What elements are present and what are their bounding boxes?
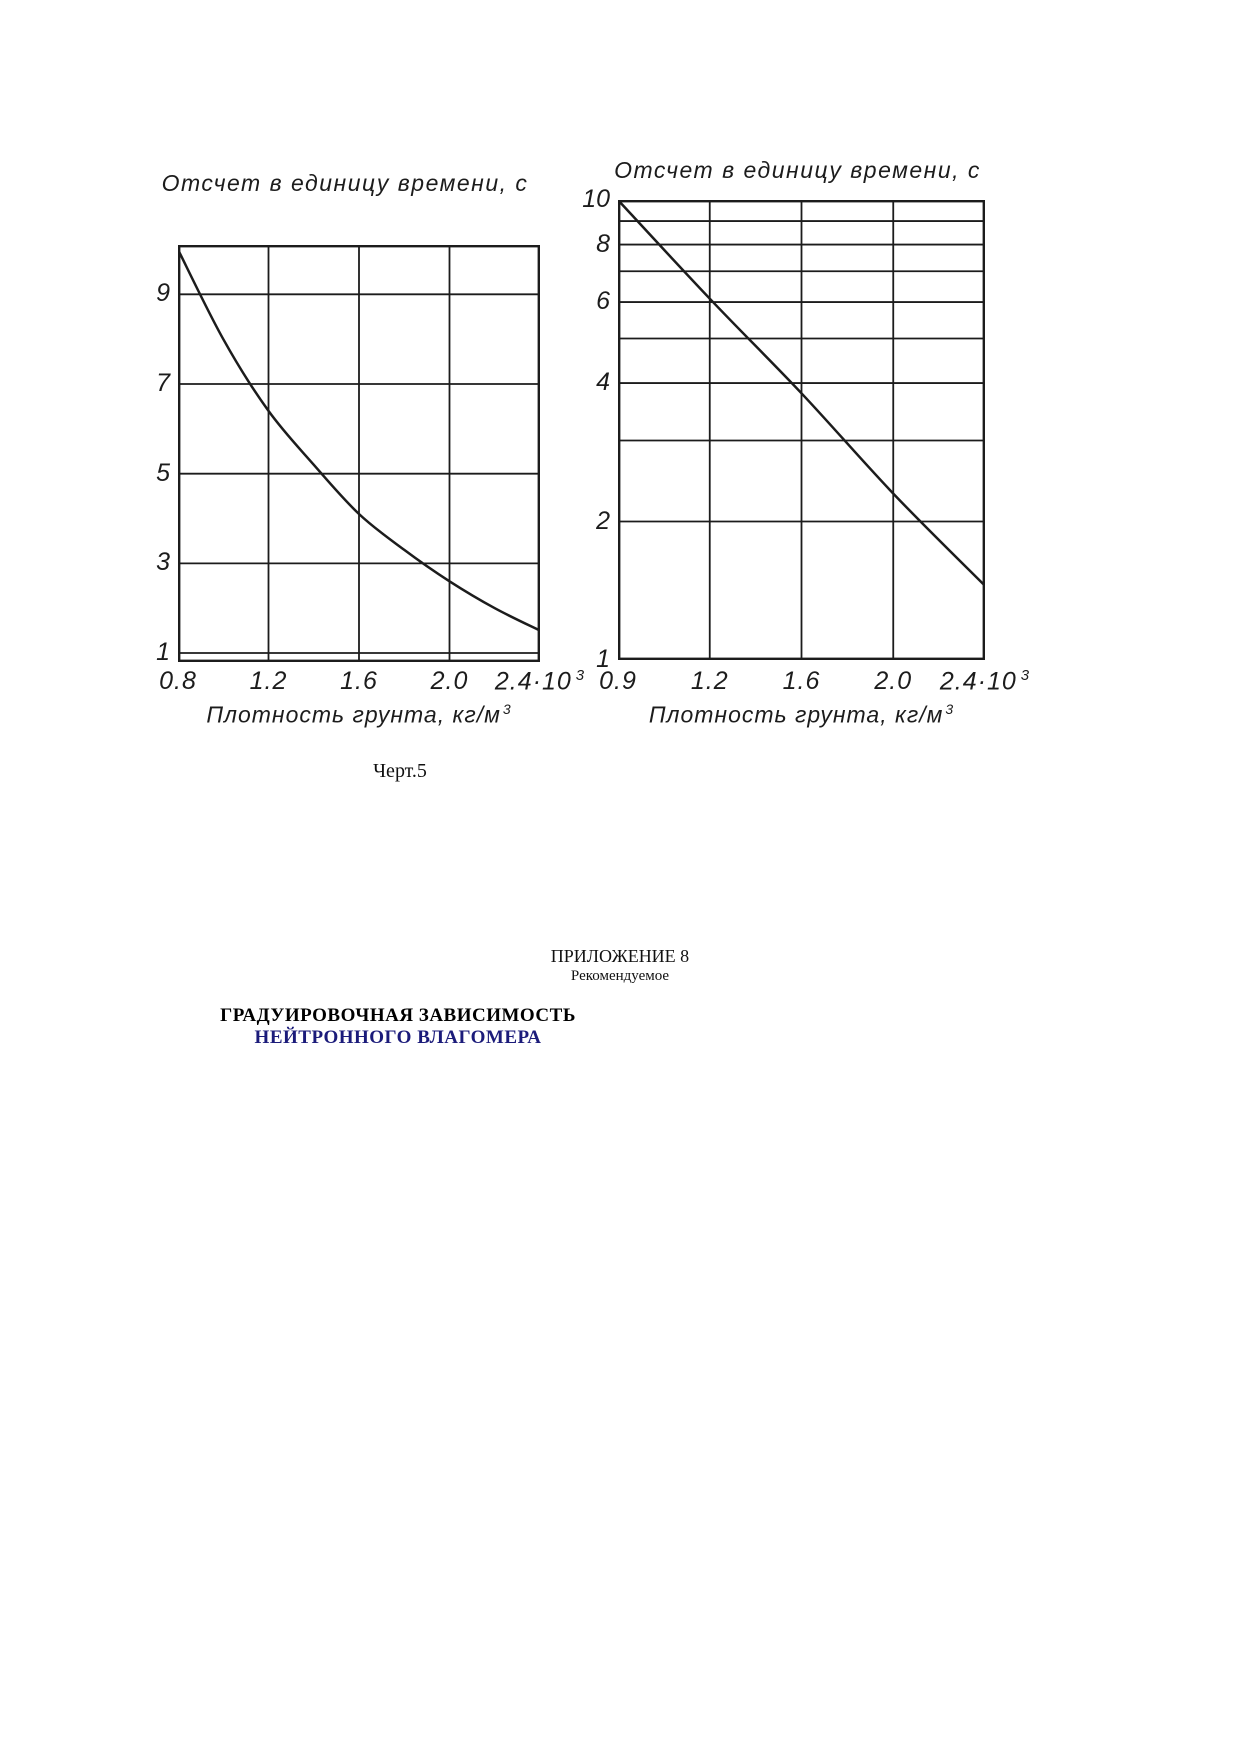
x-tick-label: 2.4·10 $^3$ — [939, 667, 1031, 696]
y-tick-label: 8 — [596, 229, 610, 258]
figure-caption: Черт.5 — [373, 760, 427, 782]
left-chart-x-axis-title-exponent: 3 — [502, 701, 512, 717]
right-chart-x-axis-title-exponent: 3 — [945, 701, 955, 717]
y-tick-label: 6 — [596, 286, 610, 315]
x-tick-label: 0.9 — [599, 667, 637, 695]
right-chart-x-axis-title-text: Плотность грунта, кг/м — [648, 701, 944, 728]
right-chart-x-axis-title — [608, 701, 995, 729]
left-chart-x-axis-title-text: Плотность грунта, кг/м — [206, 701, 501, 728]
right-chart-title: Отсчет в единицу времени, с — [614, 157, 981, 183]
x-tick-label: 1.2 — [249, 667, 288, 695]
right-chart-plot-area — [618, 200, 985, 660]
y-tick-label: 1 — [156, 637, 170, 666]
y-tick-label: 7 — [156, 368, 170, 397]
y-tick-label: 4 — [596, 367, 610, 396]
appendix-heading-line-1: ГРАДУИРОВОЧНАЯ ЗАВИСИМОСТЬ — [220, 1005, 576, 1026]
y-tick-label: 3 — [156, 548, 170, 577]
x-tick-label: 0.8 — [159, 667, 197, 695]
y-tick-label: 5 — [156, 458, 170, 487]
appendix-subtitle: Рекомендуемое — [570, 968, 670, 984]
right-chart-y-axis — [568, 184, 612, 673]
right-chart-x-axis — [599, 667, 1031, 703]
x-tick-label: 2.0 — [430, 667, 469, 695]
x-tick-exponent: 3 — [1020, 667, 1031, 684]
appendix-title: ПРИЛОЖЕНИЕ 8 — [550, 946, 690, 966]
y-tick-label: 2 — [596, 506, 610, 535]
left-chart-x-axis-title — [168, 701, 550, 729]
y-tick-label: 10 — [582, 184, 610, 213]
x-tick-label: 2.0 — [874, 667, 913, 695]
appendix-heading-line-2: НЕЙТРОННОГО ВЛАГОМЕРА — [254, 1027, 542, 1048]
left-chart-plot-area — [178, 245, 540, 662]
left-chart-title: Отсчет в единицу времени, с — [161, 170, 529, 196]
x-tick-label: 1.6 — [340, 667, 378, 695]
x-tick-label: 2.4·10 $^3$ — [494, 667, 586, 696]
x-tick-label: 1.6 — [782, 667, 821, 695]
x-tick-label: 1.2 — [690, 667, 729, 695]
x-tick-exponent: 3 — [575, 667, 586, 684]
left-chart-x-axis — [159, 667, 586, 703]
left-chart-y-axis — [126, 245, 172, 666]
y-tick-label: 1 — [596, 644, 610, 673]
y-tick-label: 9 — [156, 279, 170, 308]
